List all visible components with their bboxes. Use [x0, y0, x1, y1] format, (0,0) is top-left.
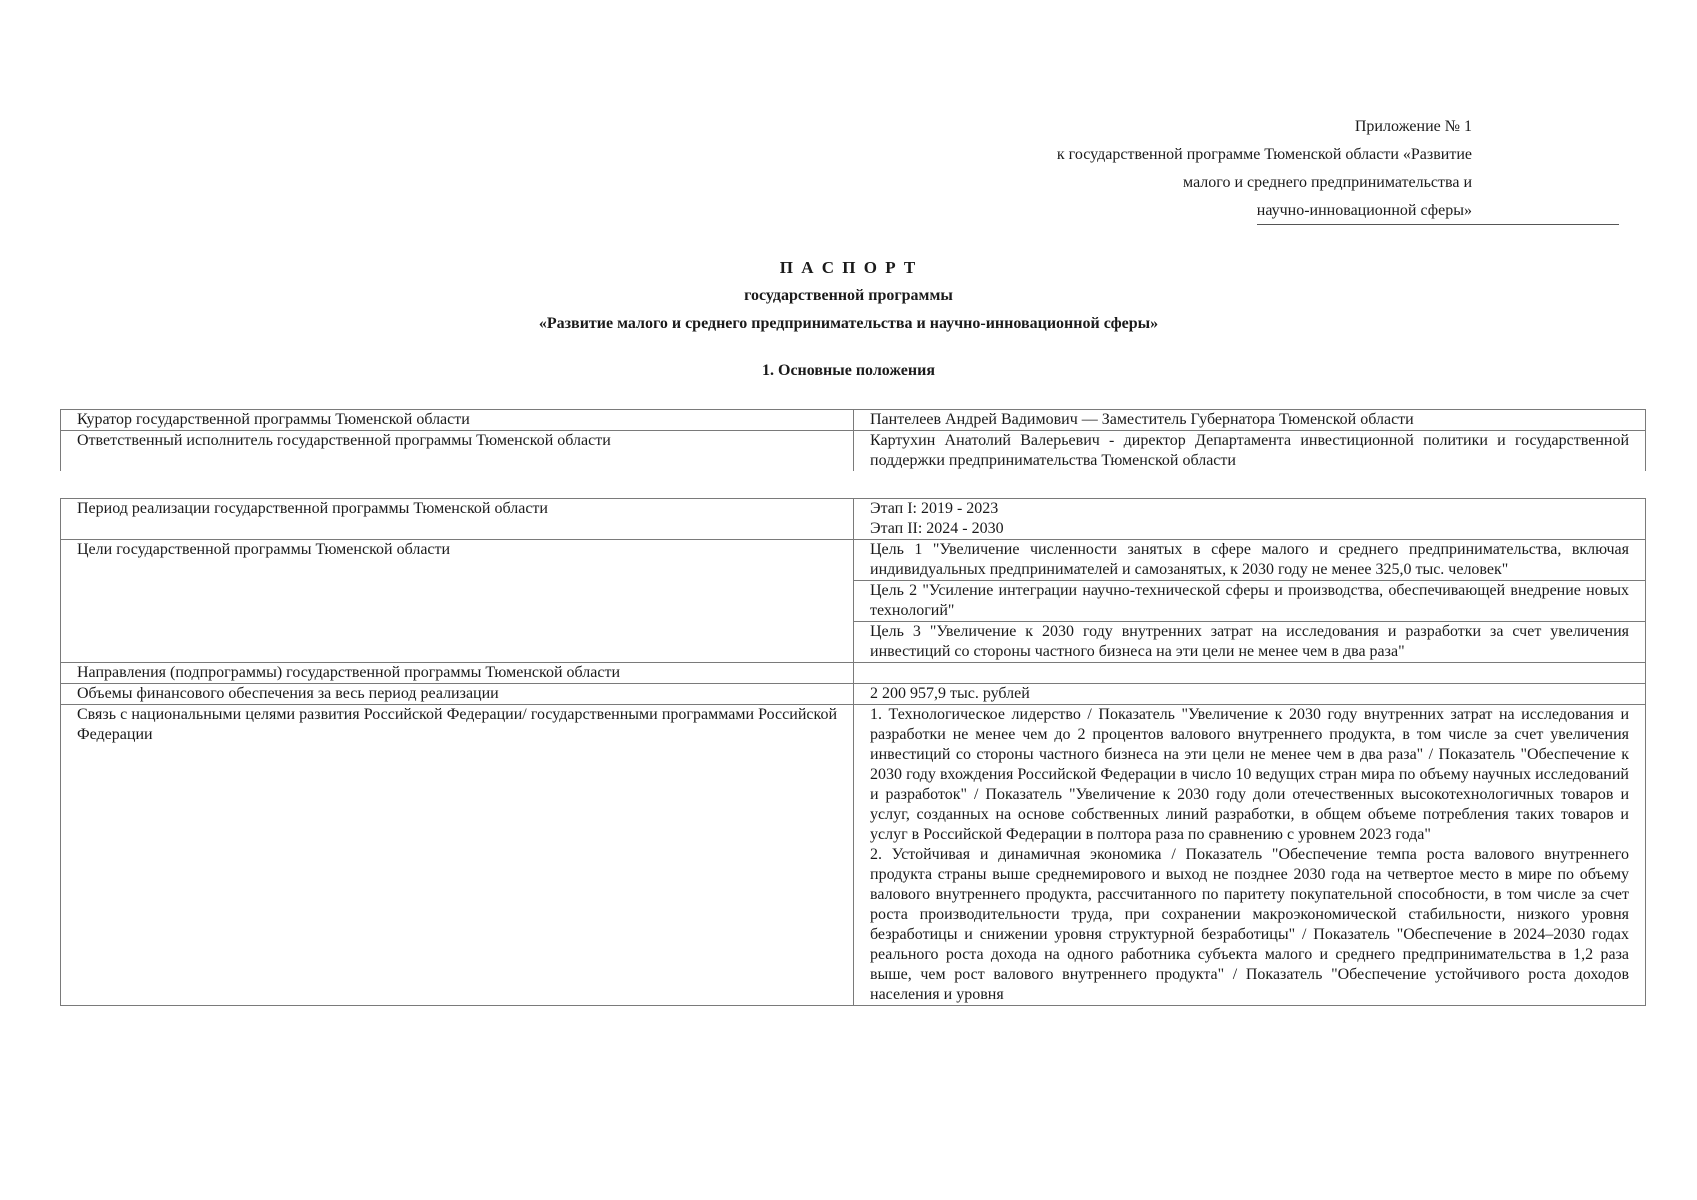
document-subtitle: государственной программы — [744, 287, 953, 304]
appendix-line-1: Приложение № 1 — [1354, 118, 1472, 135]
goals-label: Цели государственной программы Тюменской области — [61, 540, 854, 663]
executor-label: Ответственный исполнитель государственной программы Тюменской области — [61, 431, 854, 472]
national-goal-item-1: 1. Технологическое лидерство / Показатель "Увеличение к 2030 году внутренних затрат на исследования и разработки не менее чем до 2 процентов валового внутреннего продукта, в том числе за счет увеличения инвестиций со стороны частного бизнеса на эти цели не менее чем в два раза" / Показатель "Обеспечение к 2030 году вхождения Российской Федерации в число 10 ведущих стран мира по объему научных исследований и разработок" / Показатель "Увеличение к 2030 году доли отечественных высокотехнологичных товаров и услуг, созданных на основе собственных линий разработки, в общем объеме потребления таких товаров и услуг в Российской Федерации в полтора раза по сравнению с уровнем 2023 года" — [870, 706, 1629, 843]
directions-label: Направления (подпрограммы) государственной программы Тюменской области — [61, 663, 854, 684]
goal-2: Цель 2 "Усиление интеграции научно-технической сферы и производства, обеспечивающей внедрение новых технологий" — [854, 581, 1646, 622]
funding-label: Объемы финансового обеспечения за весь период реализации — [61, 684, 854, 705]
appendix-line-4: научно-инновационной сферы» — [1256, 202, 1472, 219]
appendix-line-2: к государственной программе Тюменской области «Развитие — [1056, 146, 1472, 163]
responsible-persons-table — [60, 409, 1646, 471]
goal-1: Цель 1 "Увеличение численности занятых в сфере малого и среднего предпринимательства, включая индивидуальных предпринимателей и самозанятых, к 2030 году не менее 325,0 тыс. человек" — [854, 540, 1646, 581]
table-row — [61, 684, 1646, 705]
table-row — [61, 540, 1646, 581]
appendix-underline — [1257, 224, 1619, 225]
goal-3: Цель 3 "Увеличение к 2030 году внутренних затрат на исследования и разработки за счет увеличения инвестиций со стороны частного бизнеса на эти цели не менее чем в два раза" — [854, 622, 1646, 663]
funding-value: 2 200 957,9 тыс. рублей — [854, 684, 1646, 705]
section-heading: 1. Основные положения — [762, 362, 935, 379]
directions-value — [854, 663, 1646, 684]
table-row — [61, 431, 1646, 472]
executor-value: Картухин Анатолий Валерьевич - директор Департамента инвестиционной политики и государственной поддержки предпринимательства Тюменской области — [854, 431, 1646, 472]
national-goals-label: Связь с национальными целями развития Российской Федерации/ государственными программами Российской Федерации — [61, 705, 854, 1006]
stage-2: Этап II: 2024 - 2030 — [870, 520, 1004, 537]
curator-value: Пантелеев Андрей Вадимович — Заместитель Губернатора Тюменской области — [854, 410, 1646, 431]
document-title: П А С П О Р Т — [779, 258, 918, 277]
curator-label: Куратор государственной программы Тюменской области — [61, 410, 854, 431]
period-label: Период реализации государственной программы Тюменской области — [61, 499, 854, 540]
table-row — [61, 499, 1646, 540]
table-row — [61, 663, 1646, 684]
appendix-note — [832, 116, 1472, 221]
table-row — [61, 410, 1646, 431]
appendix-line-3: малого и среднего предпринимательства и — [1183, 174, 1472, 191]
stage-1: Этап I: 2019 - 2023 — [870, 500, 999, 517]
national-goal-item-2: 2. Устойчивая и динамичная экономика / Показатель "Обеспечение темпа роста валового внутреннего продукта страны выше среднемирового и выход не позднее 2030 года на четвертое место в мире по объему валового внутреннего продукта, рассчитанного по паритету покупательной способности, в том числе за счет роста производительности труда, при сохранении макроэкономической стабильности, низкого уровня безработицы и снижении уровня структурной безработицы" / Показатель "Обеспечение в 2024–2030 годах реального роста дохода на одного работника субъекта малого и среднего предпринимательства в 1,2 раза выше, чем рост валового внутреннего продукта" / Показатель "Обеспечение устойчивого роста доходов населения и уровня — [870, 846, 1629, 1003]
program-name: «Развитие малого и среднего предпринимательства и научно-инновационной сферы» — [538, 315, 1159, 332]
period-value — [854, 499, 1646, 540]
table-row — [61, 705, 1646, 1006]
national-goals-value — [854, 705, 1646, 1006]
program-details-table — [60, 498, 1646, 1006]
